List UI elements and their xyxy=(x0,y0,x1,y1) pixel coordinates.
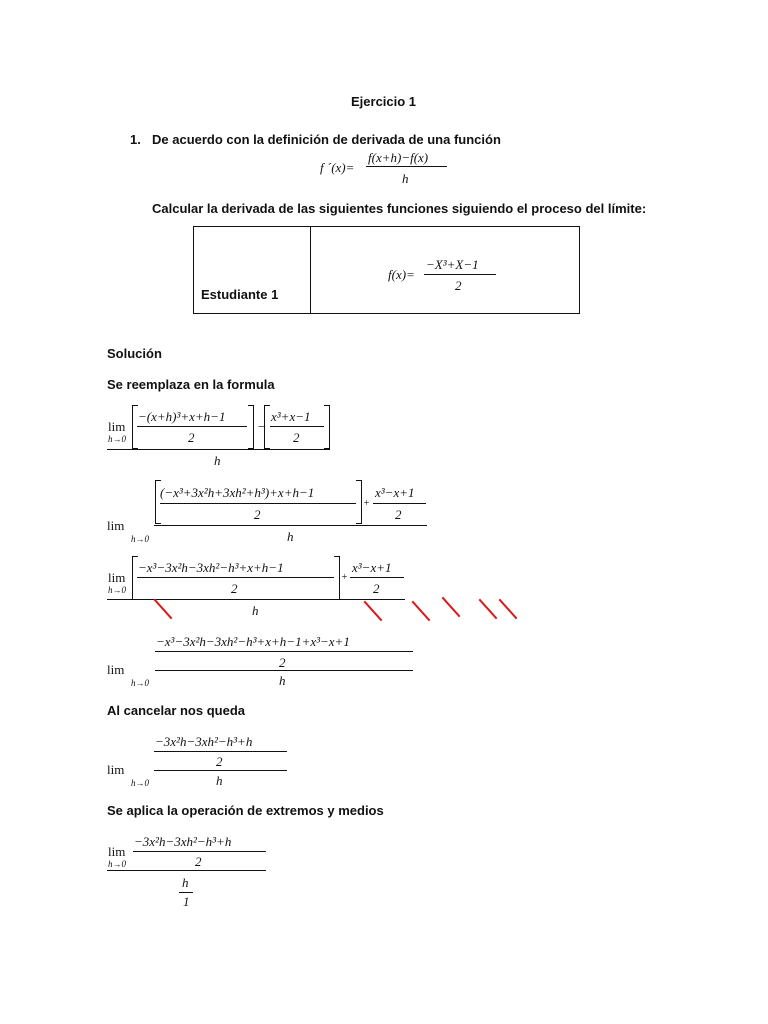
step3-den-b: 2 xyxy=(373,581,380,596)
step6-main-bar xyxy=(107,870,266,871)
step5-bar xyxy=(154,751,287,752)
step1-num-b: x³+x−1 xyxy=(271,409,311,424)
step3-num-b: x³−x+1 xyxy=(352,560,392,575)
fx-lhs: f(x)= xyxy=(388,267,415,282)
step6-den: 2 xyxy=(195,854,202,869)
def-numerator: f(x+h)−f(x) xyxy=(368,150,429,165)
step1-den-a: 2 xyxy=(188,430,195,445)
def-denominator: h xyxy=(402,171,409,186)
lim-sub-6: h→0 xyxy=(108,859,126,869)
lim-sub-3: h→0 xyxy=(108,585,126,595)
lim-6: lim xyxy=(108,844,126,859)
fx-numerator: −X³+X−1 xyxy=(426,257,479,272)
step1-text: Se reemplaza en la formula xyxy=(107,377,275,392)
strike-mark xyxy=(442,597,461,618)
bracket-1b-right xyxy=(324,405,330,449)
step1-den-b: 2 xyxy=(293,430,300,445)
step5-num: −3x²h−3xh²−h³+h xyxy=(155,734,253,749)
lim-sub-4: h→0 xyxy=(131,678,149,688)
step3-bar-b xyxy=(350,577,404,578)
lim-1: lim xyxy=(108,419,126,434)
step2-num-b: x³−x+1 xyxy=(375,485,415,500)
step4-den: 2 xyxy=(279,655,286,670)
plus-2: + xyxy=(363,498,370,509)
student-cell xyxy=(194,227,311,314)
step4-main-bar xyxy=(155,670,413,671)
minus-1: − xyxy=(257,419,266,434)
step3-main-bar xyxy=(107,599,405,600)
step1-bar-b xyxy=(270,426,324,427)
step2-den-a: 2 xyxy=(254,507,261,522)
definition-text: De acuerdo con la definición de derivada de una función xyxy=(152,132,501,147)
step5-den: 2 xyxy=(216,754,223,769)
lim-2: lim xyxy=(107,518,125,533)
step4-h: h xyxy=(279,673,286,688)
step6-h-den: 1 xyxy=(183,894,190,909)
def-fraction-bar xyxy=(366,166,447,167)
step2-main-bar xyxy=(154,525,427,526)
lim-5: lim xyxy=(107,762,125,777)
step3-num-a: −x³−3x²h−3xh²−h³+x+h−1 xyxy=(138,560,284,575)
step5-h: h xyxy=(216,773,223,788)
step6-h-num: h xyxy=(182,875,189,890)
fx-denominator: 2 xyxy=(455,278,462,293)
step1-bar-a xyxy=(137,426,247,427)
strike-mark xyxy=(364,601,383,622)
page-title: Ejercicio 1 xyxy=(351,94,417,109)
lim-3: lim xyxy=(108,570,126,585)
step2-den-b: 2 xyxy=(395,507,402,522)
lim-sub-5: h→0 xyxy=(131,778,149,788)
strike-mark xyxy=(499,599,518,620)
lim-4: lim xyxy=(107,662,125,677)
step2-num-a: (−x³+3x²h+3xh²+h³)+x+h−1 xyxy=(160,485,315,500)
cancel-text: Al cancelar nos queda xyxy=(107,703,245,718)
bracket-1a-right xyxy=(248,405,254,449)
step6-h-bar xyxy=(179,892,193,893)
step6-num: −3x²h−3xh²−h³+h xyxy=(134,834,232,849)
bracket-2-right xyxy=(356,480,362,524)
step4-num: −x³−3x²h−3xh²−h³+x+h−1+x³−x+1 xyxy=(156,634,350,649)
step2-h: h xyxy=(287,529,294,544)
student-table xyxy=(193,226,580,314)
lim-sub-2: h→0 xyxy=(131,534,149,544)
strike-mark xyxy=(154,599,173,620)
instruction-text: Calcular la derivada de las siguientes funciones siguiendo el proceso del límite: xyxy=(152,201,647,216)
fx-fraction-bar xyxy=(424,274,496,275)
step1-main-bar xyxy=(107,449,330,450)
step3-bar-a xyxy=(137,577,334,578)
step2-bar-a xyxy=(160,503,356,504)
bracket-3-right xyxy=(334,556,340,600)
step6-bar xyxy=(133,851,266,852)
solution-heading: Solución xyxy=(107,346,162,361)
step3-h: h xyxy=(252,603,259,618)
plus-3: + xyxy=(341,572,348,583)
step2-bar-b xyxy=(373,503,426,504)
def-lhs: f ´(x)= xyxy=(320,160,355,175)
list-number: 1. xyxy=(130,132,141,147)
strike-mark xyxy=(479,599,498,620)
step3-den-a: 2 xyxy=(231,581,238,596)
strike-mark xyxy=(412,601,431,622)
step4-bar xyxy=(155,651,413,652)
step5-main-bar xyxy=(154,770,287,771)
extremos-text: Se aplica la operación de extremos y medios xyxy=(107,803,384,818)
step1-num-a: −(x+h)³+x+h−1 xyxy=(138,409,226,424)
lim-sub-1: h→0 xyxy=(108,434,126,444)
step1-h: h xyxy=(214,453,221,468)
bracket-1b-left xyxy=(264,405,270,449)
student-label: Estudiante 1 xyxy=(201,287,279,302)
